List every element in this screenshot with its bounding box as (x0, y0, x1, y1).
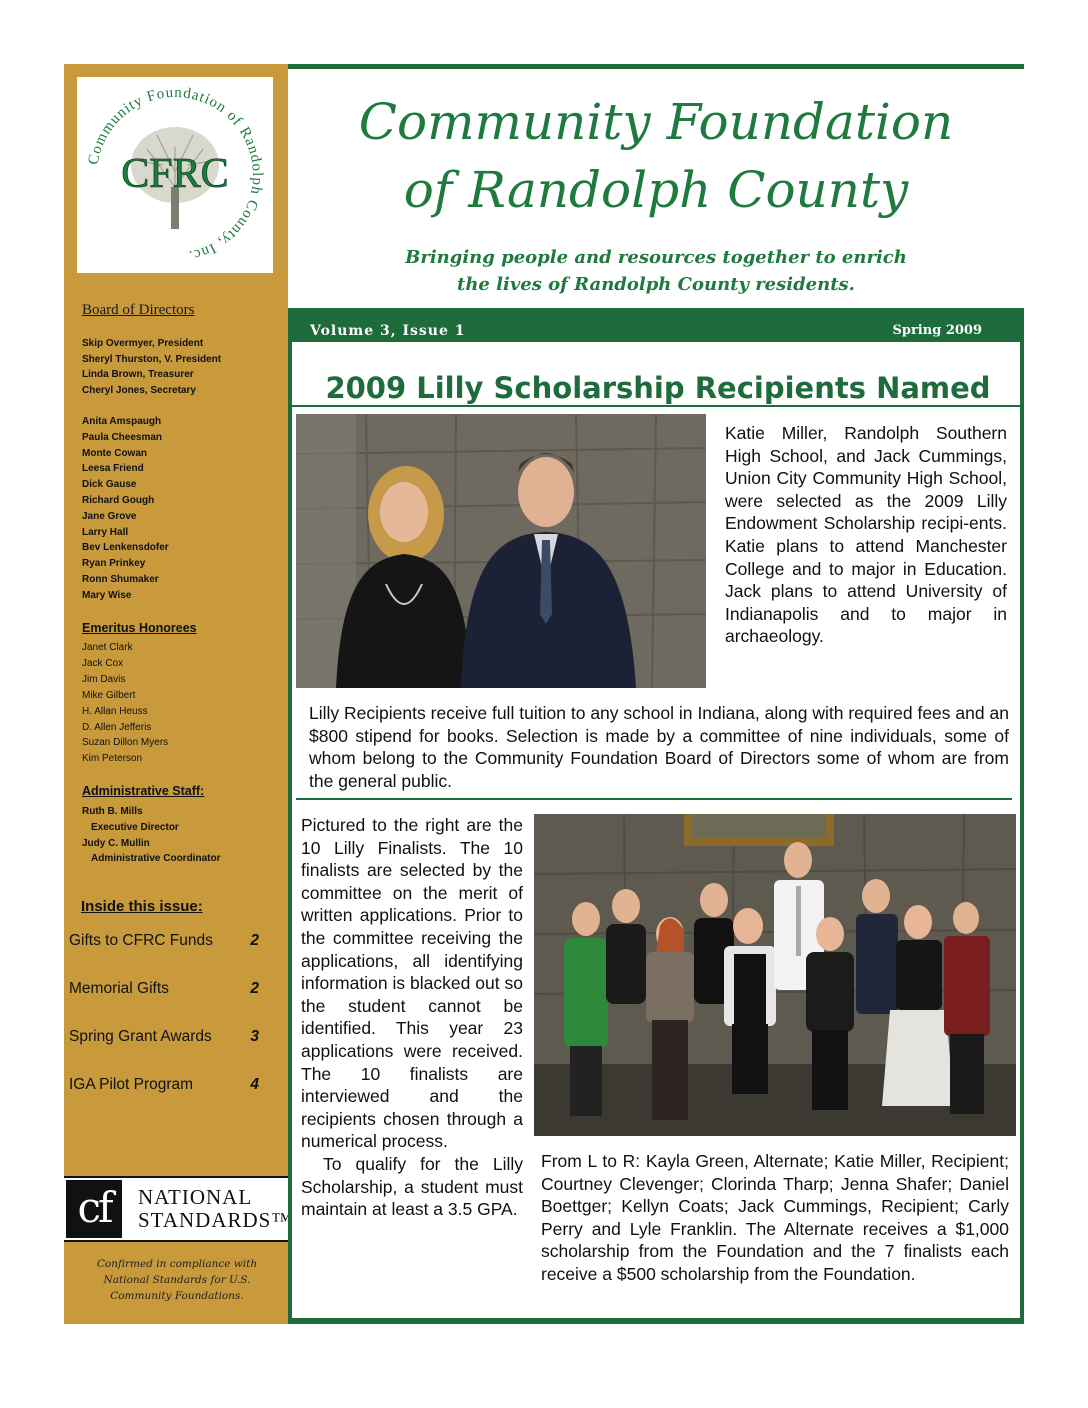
toc-item[interactable] (69, 1026, 259, 1074)
tagline-line-2: the lives of Randolph County residents. (457, 274, 855, 295)
staff-name: Judy C. Mullin (82, 837, 150, 849)
inside-this-issue-heading: Inside this issue: (81, 898, 203, 915)
national-standards-text (138, 1186, 293, 1232)
staff-heading: Administrative Staff: (82, 784, 205, 798)
volume-issue: Volume 3, Issue 1 (310, 323, 466, 339)
headline-rule (292, 405, 1020, 407)
toc-item-page: 2 (250, 980, 259, 997)
director-item: Leesa Friend (82, 463, 144, 475)
badge-line-1: NATIONAL (138, 1185, 253, 1209)
director-item: Anita Amspaugh (82, 416, 162, 427)
issue-bar (288, 308, 1024, 342)
badge-caption: Confirmed in compliance with National Standards for U.S. Community Foundations. (96, 1258, 258, 1302)
emeritus-item: Suzan Dillon Myers (82, 737, 169, 749)
finalists-para-1: Pictured to the right are the 10 Lilly Finalists. The 10 finalists are selected by the committee on the merit of written applications. Prior to the committee receiving the applications, all identifying information is blacked out so the student cannot be identified. This year 23 applications were received. The 10 finalists are interviewed and the recipients chosen through a numerical process. (301, 815, 523, 1152)
director-item: Richard Gough (82, 494, 155, 506)
issue-season: Spring 2009 (892, 323, 982, 338)
toc-item-title: Spring Grant Awards (69, 1028, 212, 1045)
staff-list (82, 804, 282, 867)
sidebar (64, 64, 293, 1324)
officer-item: Cheryl Jones, Secretary (82, 384, 196, 396)
toc-item-title: Gifts to CFRC Funds (69, 932, 213, 949)
director-item: Larry Hall (82, 526, 129, 538)
director-item: Dick Gause (82, 479, 137, 491)
officers-list (82, 336, 282, 398)
emeritus-item: Mike Gilbert (82, 689, 136, 701)
toc-item-page: 3 (250, 1028, 259, 1045)
toc-item-page: 2 (250, 932, 259, 949)
section-rule (296, 798, 1012, 800)
director-item: Mary Wise (82, 589, 132, 601)
staff-role: Administrative Coordinator (91, 853, 221, 865)
lilly-benefits-text: Lilly Recipients receive full tuition to any school in Indiana, along with required fees and an $800 stipend for books. Selection is made by a committee of nine individuals, some of whom belong to the Community Foundation Board of Directors some of whom are from the general public. (309, 703, 1009, 791)
toc-item-page: 4 (250, 1076, 259, 1093)
finalists-photo (534, 814, 1016, 1136)
recipients-intro-text: Katie Miller, Randolph Southern High School, and Jack Cummings, Union City Community High School, were selected as the 2009 Lilly Endowment Scholarship recipi-ents. Katie plans to attend Manchester College and to major in Education. Jack plans to attend University of Indianapolis and to major in archaeology. (725, 423, 1007, 647)
cf-mark: cf (66, 1180, 122, 1238)
officer-item: Linda Brown, Treasurer (82, 369, 194, 380)
cfrc-seal-image (77, 77, 273, 273)
officer-item: Skip Overmyer, President (82, 338, 204, 349)
table-of-contents (69, 930, 259, 1122)
national-standards-badge (64, 1176, 293, 1242)
emeritus-heading: Emeritus Honorees (82, 621, 197, 635)
toc-item[interactable] (69, 930, 259, 978)
emeritus-item: D. Allen Jefferis (82, 721, 152, 733)
finalists-text (301, 814, 523, 1221)
board-of-directors-heading: Board of Directors (82, 302, 195, 318)
director-item: Ryan Prinkey (82, 558, 146, 570)
article-headline: 2009 Lilly Scholarship Recipients Named (325, 371, 991, 405)
masthead-title-line-2: of Randolph County (403, 161, 909, 219)
toc-item-title: IGA Pilot Program (69, 1076, 194, 1093)
officer-item: Sheryl Thurston, V. President (82, 353, 222, 365)
emeritus-list (82, 640, 282, 767)
director-item: Jane Grove (82, 510, 137, 522)
cfrc-logo (77, 77, 273, 273)
badge-line-2: STANDARDS™ (138, 1208, 293, 1232)
tagline-line-1: Bringing people and resources together to enrich (405, 247, 907, 268)
staff-role: Executive Director (91, 821, 179, 833)
svg-text:Community Foundation of Randol: Community Foundation of Randolph County, Inc. (85, 84, 266, 264)
top-rule (288, 64, 1024, 69)
finalists-photo-caption: From L to R: Kayla Green, Alternate; Katie Miller, Recipient; Courtney Clevenger; Clorinda Tharp; Jenna Shafer; Daniel Boettger; Kellyn Coats; Jack Cummings, Recipient; Carly Perry and Lyle Franklin. The Alternate receives a $1,000 scholarship from the Foundation and the 7 finalists each receive a $500 scholarship from the Foundation. (541, 1151, 1009, 1284)
toc-item[interactable] (69, 978, 259, 1026)
director-item: Ronn Shumaker (82, 573, 159, 585)
director-item: Bev Lenkensdofer (82, 542, 169, 554)
director-item: Paula Cheesman (82, 431, 163, 443)
staff-name: Ruth B. Mills (82, 806, 143, 817)
emeritus-item: Jim Davis (82, 673, 126, 685)
toc-item[interactable] (69, 1074, 259, 1122)
emeritus-item: Jack Cox (82, 657, 124, 669)
director-item: Monte Cowan (82, 447, 147, 459)
article (288, 342, 1024, 1324)
logo-acronym: CFRC (121, 151, 229, 197)
emeritus-item: H. Allan Heuss (82, 705, 148, 717)
masthead-title (288, 88, 1024, 224)
emeritus-item: Janet Clark (82, 642, 133, 653)
tagline (288, 244, 1024, 298)
directors-list (82, 414, 282, 604)
emeritus-item: Kim Peterson (82, 753, 143, 765)
toc-item-title: Memorial Gifts (69, 980, 169, 997)
masthead-title-line-1: Community Foundation (358, 93, 954, 151)
recipients-photo (296, 414, 706, 688)
finalists-para-2: To qualify for the Lilly Scholarship, a student must maintain at least a 3.5 GPA. (301, 1153, 523, 1220)
